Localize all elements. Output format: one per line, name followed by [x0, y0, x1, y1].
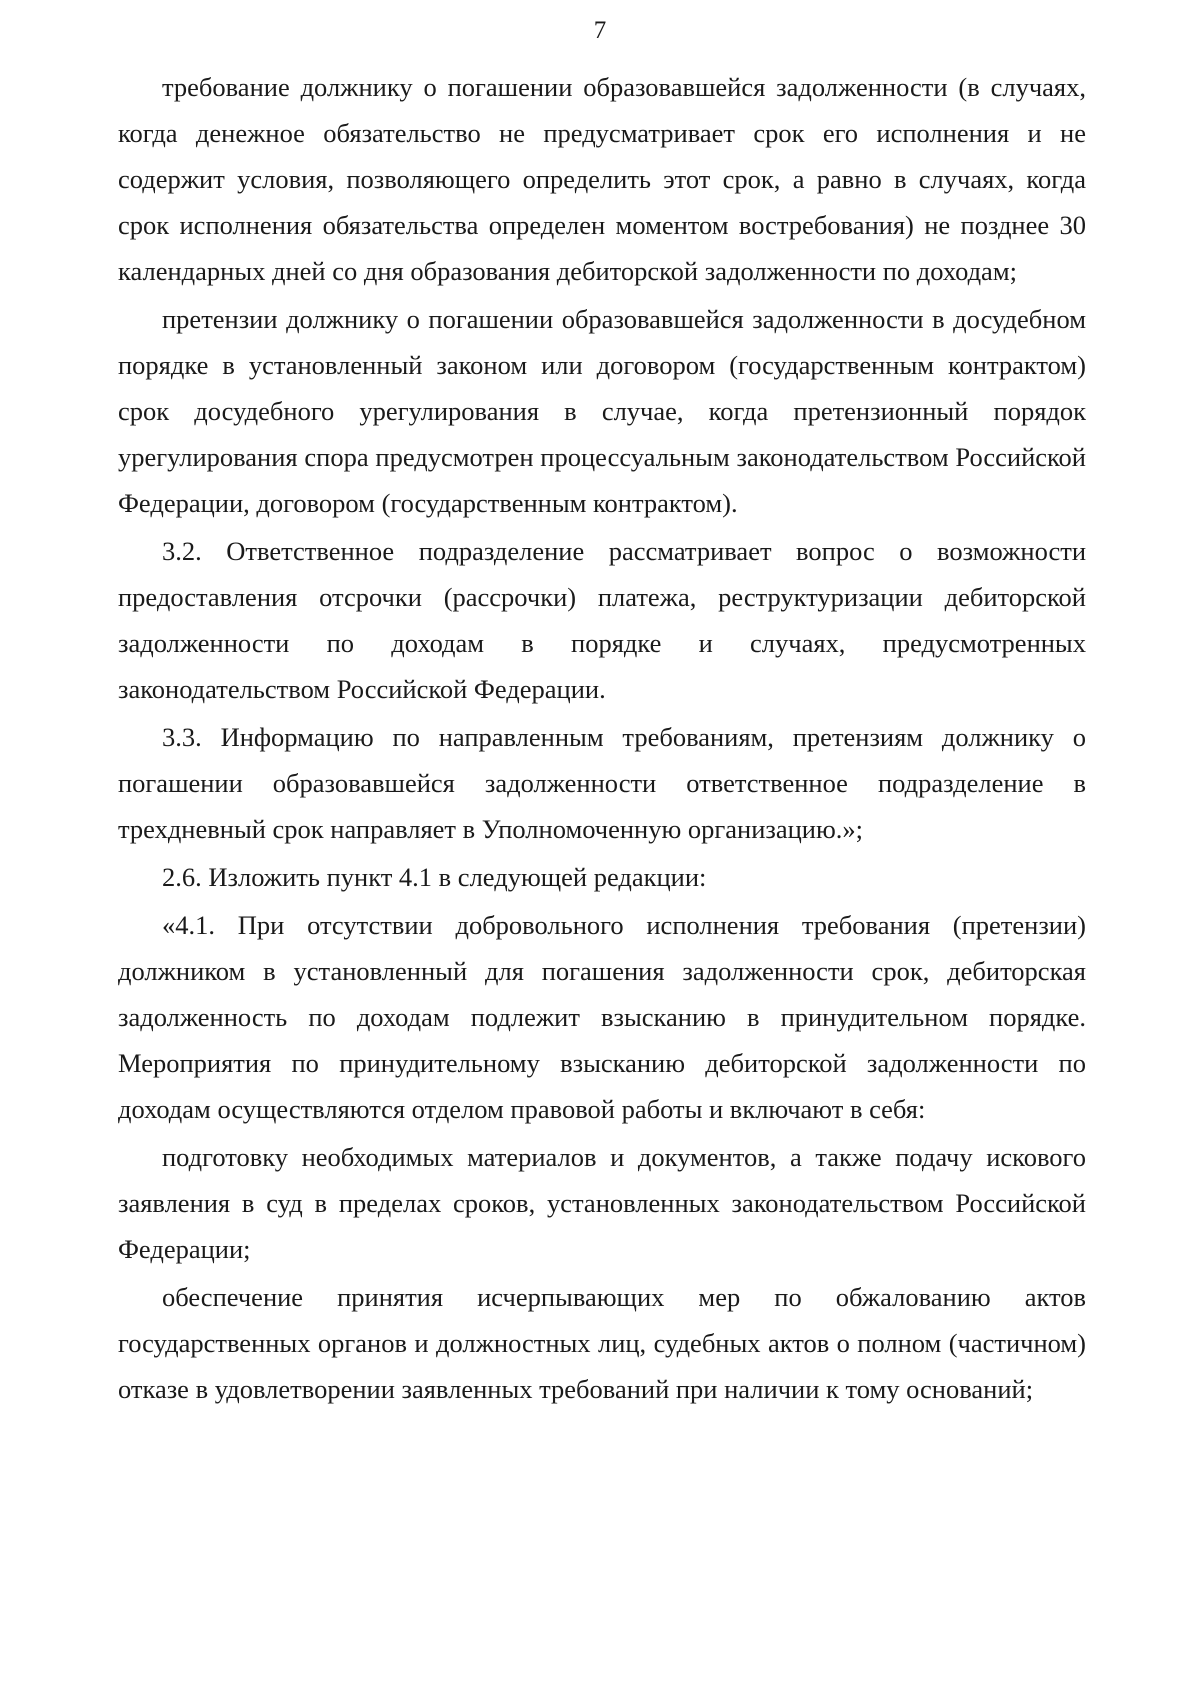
paragraph-lawsuit-preparation: подготовку необходимых материалов и документов, а также подачу искового заявления в суд в пределах сроков, установленных законодательством Российской Федерации;	[118, 1142, 1086, 1264]
paragraph-3-3: 3.3. Информацию по направленным требованиям, претензиям должнику о погашении образовавшейся задолженности ответственное подразделение в трехдневный срок направляет в Уполномоченную организацию.»;	[118, 722, 1086, 844]
page-number: 7	[593, 17, 607, 44]
paragraph-2-6: 2.6. Изложить пункт 4.1 в следующей редакции:	[162, 862, 707, 892]
paragraph-4-1: «4.1. При отсутствии добровольного исполнения требования (претензии) должником в установленный для погашения задолженности срок, дебиторская задолженность по доходам подлежит взысканию в принудительном порядке. Мероприятия по принудительному взысканию дебиторской задолженности по доходам осуществляются отделом правовой работы и включают в себя:	[118, 910, 1086, 1124]
document-body	[118, 64, 1086, 1412]
paragraph-3-2: 3.2. Ответственное подразделение рассматривает вопрос о возможности предоставления отсрочки (рассрочки) платежа, реструктуризации дебиторской задолженности по доходам в порядке и случаях, предусмотренных законодательством Российской Федерации.	[118, 536, 1086, 704]
paragraph-appeal-measures: обеспечение принятия исчерпывающих мер по обжалованию актов государственных органов и должностных лиц, судебных актов о полном (частичном) отказе в удовлетворении заявленных требований при наличии к тому оснований;	[118, 1282, 1086, 1404]
paragraph-demand-to-debtor: требование должнику о погашении образовавшейся задолженности (в случаях, когда денежное обязательство не предусматривает срок его исполнения и не содержит условия, позволяющего определить этот срок, а равно в случаях, когда срок исполнения обязательства определен моментом востребования) не позднее 30 календарных дней со дня образования дебиторской задолженности по доходам;	[118, 72, 1086, 286]
paragraph-claim-to-debtor: претензии должнику о погашении образовавшейся задолженности в досудебном порядке в установленный законом или договором (государственным контрактом) срок досудебного урегулирования в случае, когда претензионный порядок урегулирования спора предусмотрен процессуальным законодательством Российской Федерации, договором (государственным контрактом).	[118, 304, 1086, 518]
